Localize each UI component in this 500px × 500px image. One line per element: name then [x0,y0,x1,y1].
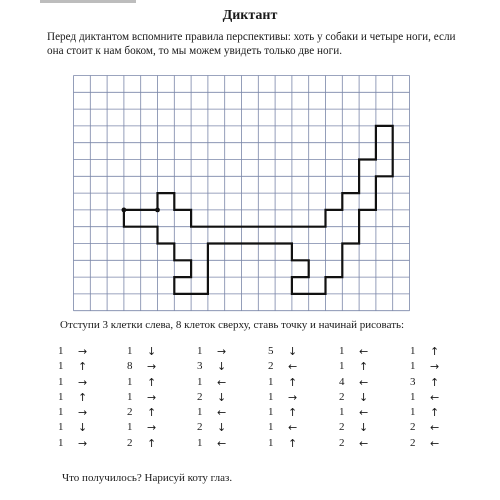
step-count: 1 [268,406,274,419]
arrow-right-icon: → [78,436,88,450]
dictation-step [268,344,338,359]
step-count: 5 [268,345,274,357]
dictation-step [410,390,480,405]
arrow-right-icon: → [288,390,298,404]
dictation-step [127,375,197,390]
dictation-step [58,390,128,405]
arrow-right-icon: → [78,345,88,358]
arrow-up-icon: ↑ [78,360,88,374]
arrow-right-icon: → [78,375,88,389]
arrow-up-icon: ↑ [78,390,88,404]
arrow-up-icon: ↑ [288,406,298,420]
page-title: Диктант [222,8,278,23]
arrow-down-icon: ↓ [147,345,157,358]
dictation-step [197,420,267,435]
dictation-step [197,344,267,359]
step-count: 1 [127,375,133,388]
step-count: 1 [339,360,345,373]
step-count: 1 [268,375,274,388]
arrow-down-icon: ↓ [359,421,369,435]
step-count: 1 [339,406,345,419]
dictation-column-4 [268,344,338,451]
step-count: 2 [410,436,416,449]
dictation-step [410,405,480,420]
dictation-step [339,375,409,390]
dictation-step [339,436,409,451]
step-count: 1 [268,390,274,403]
arrow-up-icon: ↑ [147,406,157,420]
arrow-right-icon: → [217,345,227,358]
dictation-table [0,344,500,462]
dictation-column-6 [410,344,480,451]
step-count: 1 [197,436,203,449]
arrow-right-icon: → [78,406,88,420]
arrow-down-icon: ↓ [217,421,227,435]
step-count: 1 [58,345,64,357]
step-count: 2 [197,390,203,403]
step-count: 2 [127,436,133,449]
arrow-down-icon: ↓ [359,390,369,404]
dictation-step [127,359,197,374]
arrow-up-icon: ↑ [359,360,369,374]
step-count: 1 [410,345,416,357]
dictation-step [58,359,128,374]
step-count: 1 [58,360,64,373]
dictation-step [268,420,338,435]
dictation-step [268,405,338,420]
step-count: 2 [339,390,345,403]
arrow-right-icon: → [147,421,157,435]
dictation-step [197,436,267,451]
arrow-right-icon: → [147,360,157,374]
step-count: 1 [58,406,64,419]
dictation-step [410,375,480,390]
step-count: 1 [58,390,64,403]
figure-dot [155,208,160,213]
step-count: 4 [339,375,345,388]
step-count: 1 [410,406,416,419]
dictation-step [410,359,480,374]
arrow-left-icon: ← [288,421,298,435]
dictation-step [197,375,267,390]
dictation-step [268,359,338,374]
top-rule [40,0,136,3]
dictation-step [339,405,409,420]
step-count: 2 [268,360,274,373]
arrow-up-icon: ↑ [430,375,440,389]
arrow-right-icon: → [430,360,440,374]
dictation-step [58,344,128,359]
dictation-step [339,344,409,359]
step-count: 1 [268,436,274,449]
dictation-column-5 [339,344,409,451]
dictation-step [58,436,128,451]
step-count: 2 [339,436,345,449]
instruction-text: Отступи 3 клетки слева, 8 клеток сверху, ставь точку и начинай рисовать: [60,319,405,331]
intro-text: Перед диктантом вспомните правила перспективы: хоть у собаки и четыре ноги, если она стоит к нам боком, то мы можем увидеть только две ноги. [47,31,456,57]
step-count: 1 [127,390,133,403]
dictation-step [58,420,128,435]
arrow-up-icon: ↑ [147,375,157,389]
step-count: 3 [197,360,203,373]
step-count: 1 [58,421,64,434]
dictation-step [58,405,128,420]
arrow-left-icon: ← [430,390,440,404]
dictation-step [127,344,197,359]
grid-area [73,75,410,319]
dictation-step [339,420,409,435]
step-count: 1 [268,421,274,434]
step-count: 8 [127,360,133,373]
figure-dot [122,208,127,213]
arrow-left-icon: ← [359,406,369,420]
dictation-step [410,436,480,451]
step-count: 1 [127,421,133,434]
step-count: 2 [197,421,203,434]
dictation-step [268,375,338,390]
step-count: 1 [410,360,416,373]
step-count: 2 [127,406,133,419]
arrow-left-icon: ← [359,375,369,389]
arrow-left-icon: ← [217,436,227,450]
dictation-step [410,420,480,435]
dictation-step [268,390,338,405]
step-count: 1 [197,406,203,419]
dictation-step [197,390,267,405]
dictation-step [127,405,197,420]
arrow-left-icon: ← [430,436,440,450]
step-count: 1 [197,375,203,388]
drawing-grid [73,75,410,314]
step-count: 1 [197,345,203,357]
arrow-down-icon: ↓ [217,360,227,374]
arrow-right-icon: → [147,390,157,404]
arrow-left-icon: ← [359,345,369,358]
arrow-down-icon: ↓ [217,390,227,404]
step-count: 2 [339,421,345,434]
arrow-down-icon: ↓ [288,345,298,358]
step-count: 3 [410,375,416,388]
arrow-left-icon: ← [217,406,227,420]
step-count: 1 [127,345,133,357]
arrow-down-icon: ↓ [78,421,88,435]
dictation-column-3 [197,344,267,451]
dictation-step [339,390,409,405]
dictation-step [197,405,267,420]
dictation-step [127,420,197,435]
arrow-up-icon: ↑ [430,406,440,420]
step-count: 1 [339,345,345,357]
arrow-up-icon: ↑ [288,436,298,450]
dictation-step [197,359,267,374]
question-text: Что получилось? Нарисуй коту глаз. [62,472,233,484]
arrow-left-icon: ← [288,360,298,374]
arrow-up-icon: ↑ [147,436,157,450]
step-count: 1 [410,390,416,403]
dictation-step [127,436,197,451]
step-count: 1 [58,436,64,449]
dictation-column-2 [127,344,197,451]
arrow-up-icon: ↑ [288,375,298,389]
arrow-left-icon: ← [217,375,227,389]
dictation-column-1 [58,344,128,451]
arrow-left-icon: ← [430,421,440,435]
dictation-step [410,344,480,359]
step-count: 2 [410,421,416,434]
arrow-up-icon: ↑ [430,345,440,358]
step-count: 1 [58,375,64,388]
dictation-step [127,390,197,405]
dictation-step [339,359,409,374]
arrow-left-icon: ← [359,436,369,450]
dictation-step [58,375,128,390]
dictation-step [268,436,338,451]
